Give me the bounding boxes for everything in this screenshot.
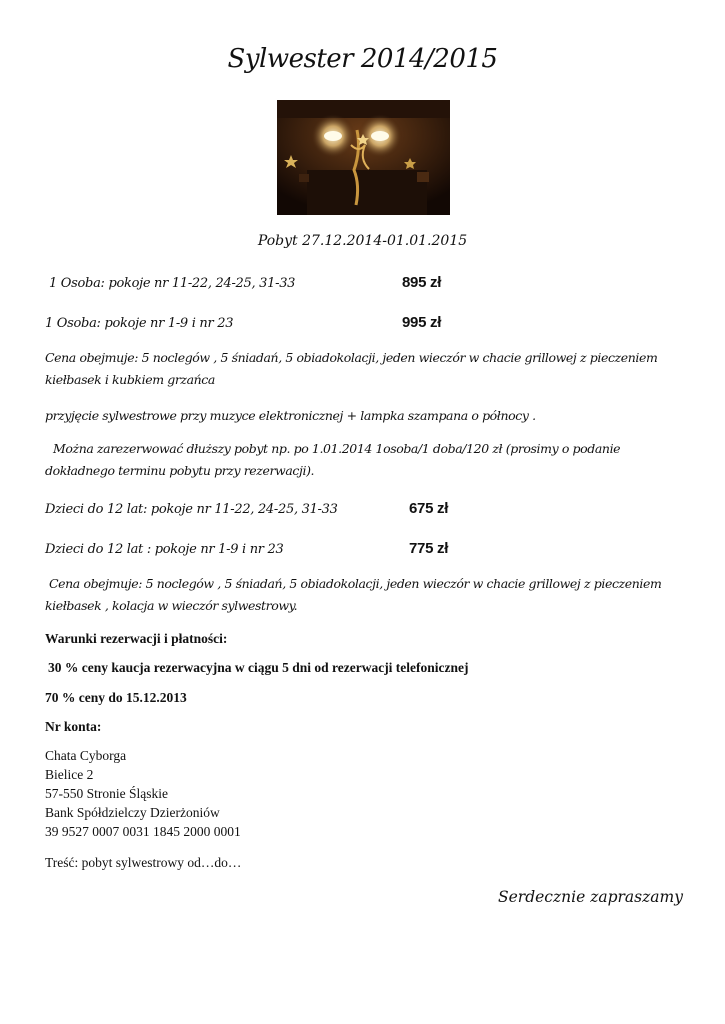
closing-invitation: Serdecznie zapraszamy xyxy=(498,888,683,906)
payee-city: 57-550 Stronie Śląskie xyxy=(45,786,168,801)
party-photo xyxy=(277,100,450,215)
payee-bank: Bank Spółdzielczy Dzierżoniów xyxy=(45,805,220,820)
adult-price-row-1-price: 895 zł xyxy=(402,274,442,291)
child-price-row-2-price: 775 zł xyxy=(409,540,449,557)
payee-address xyxy=(45,746,241,841)
child-price-row-2 xyxy=(45,540,685,560)
payee-account-number: 39 9527 0007 0031 1845 2000 0001 xyxy=(45,824,241,839)
transfer-subject: Treść: pobyt sylwestrowy od…do… xyxy=(45,855,242,870)
child-price-row-1 xyxy=(45,500,685,520)
child-price-row-1-label: Dzieci do 12 lat: pokoje nr 11-22, 24-25, 31-33 xyxy=(45,502,338,517)
stay-dates: Pobyt 27.12.2014-01.01.2015 xyxy=(257,233,468,249)
payee-name: Chata Cyborga xyxy=(45,748,127,763)
adults-includes-text: Cena obejmuje: 5 noclegów , 5 śniadań, 5 obiadokolacji, jeden wieczór w chacie grillowej z pieczeniem kiełbasek i kubkiem grzańca xyxy=(45,350,658,387)
terms-balance: 70 % ceny do 15.12.2013 xyxy=(45,690,187,705)
terms-deposit: 30 % ceny kaucja rezerwacyjna w ciągu 5 dni od rezerwacji telefonicznej xyxy=(48,660,469,675)
adult-price-row-2 xyxy=(45,314,685,334)
adult-price-row-2-price: 995 zł xyxy=(402,314,442,331)
party-text: przyjęcie sylwestrowe przy muzyce elektronicznej + lampka szampana o północy . xyxy=(45,408,536,423)
party-photo-graphic xyxy=(277,100,450,215)
children-includes-text: Cena obejmuje: 5 noclegów , 5 śniadań, 5 obiadokolacji, jeden wieczór w chacie grillowej z pieczeniem kiełbasek , kolacja w wieczór sylwestrowy. xyxy=(45,576,662,613)
flyer-title: Sylwester 2014/2015 xyxy=(227,44,498,74)
payee-street: Bielice 2 xyxy=(45,767,94,782)
account-heading: Nr konta: xyxy=(45,719,102,734)
child-price-row-2-label: Dzieci do 12 lat : pokoje nr 1-9 i nr 23 xyxy=(45,542,284,557)
terms-heading: Warunki rezerwacji i płatności: xyxy=(45,631,228,646)
adult-price-row-2-label: 1 Osoba: pokoje nr 1-9 i nr 23 xyxy=(45,316,234,331)
child-price-row-1-price: 675 zł xyxy=(409,500,449,517)
adult-price-row-1-label: 1 Osoba: pokoje nr 11-22, 24-25, 31-33 xyxy=(49,276,296,291)
extension-text: Można zarezerwować dłuższy pobyt np. po 1.01.2014 1osoba/1 doba/120 zł (prosimy o podanie dokładnego terminu pobytu przy rezerwacji). xyxy=(45,441,621,478)
adult-price-row-1 xyxy=(45,274,685,294)
